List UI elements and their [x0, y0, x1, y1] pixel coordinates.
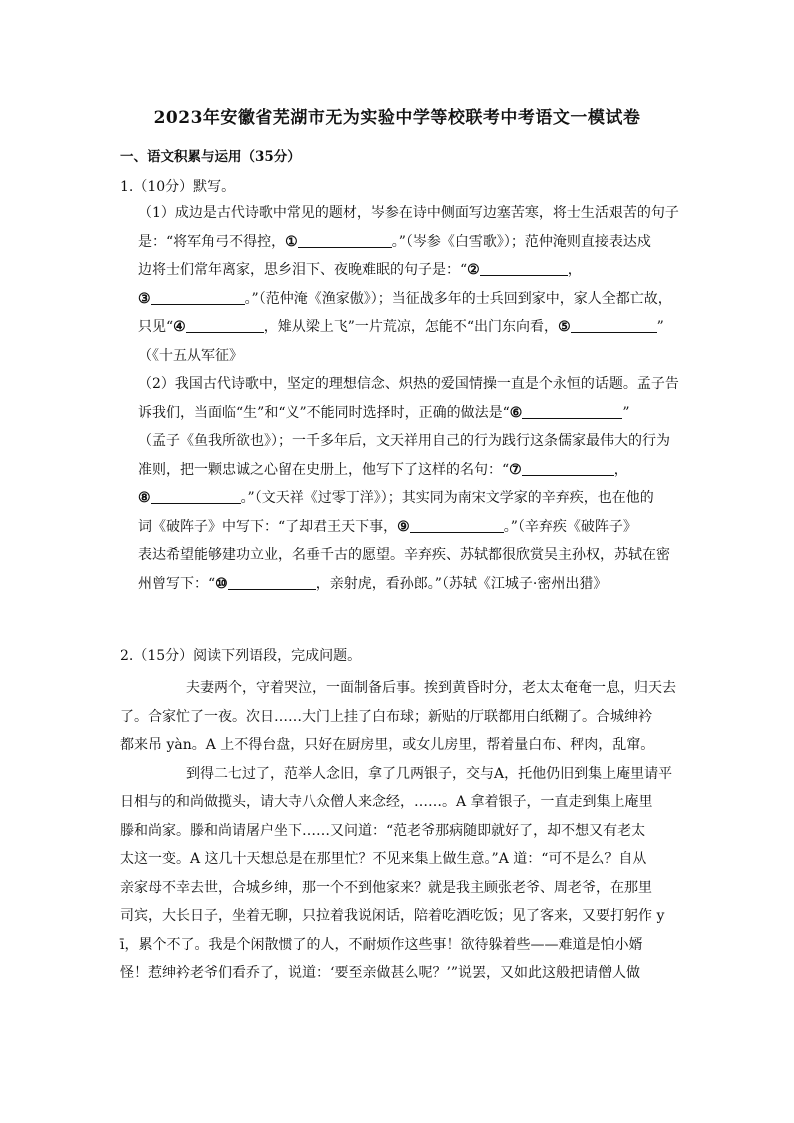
passage-line: ī，累个不了。我是个闲散惯了的人，不耐烦作这些事！欲待躲着些——难道是怕小婿 — [120, 936, 643, 953]
passage-line: 到得二七过了，范举人念旧，拿了几两银子，交与A，托他仍旧到集上庵里请平 — [186, 765, 673, 782]
text-run: ，亲射虎，看孙郎。”（苏轼《江城子·密州出猎》 — [315, 575, 608, 592]
text-run: 词《破阵子》中写下：“了却君王天下事， — [138, 518, 398, 535]
text-line — [138, 313, 678, 342]
text-line — [138, 484, 678, 513]
blank-mark-9: ⑨ — [397, 518, 410, 535]
passage-line: 太这一变。A 这几十天想总是在那里忙？不见来集上做生意。”A 道：“可不是么？自从 — [120, 851, 647, 867]
text-run: 准则，把一颗忠诚之心留在史册上，他写下了这样的名句：“ — [138, 461, 510, 478]
fill-blank-8[interactable] — [151, 487, 241, 504]
text-line — [138, 256, 678, 285]
fill-blank-2[interactable] — [480, 259, 568, 276]
section-heading: 一、语文积累与运用（35分） — [120, 149, 301, 165]
text-run: 只见“ — [138, 319, 174, 335]
blank-mark-2: ② — [467, 262, 480, 278]
fill-blank-3[interactable] — [151, 288, 245, 305]
text-run: 边将士们常年离家，思乡泪下、夜晚难眠的句子是：“ — [138, 262, 468, 278]
fill-blank-4[interactable] — [186, 316, 264, 333]
text-run: ，雉从梁上飞”一片荒凉，怎能不“出门东向看， — [263, 319, 559, 335]
passage-line: 司宾，大长日子，坐着无聊，只拉着我说闲话，陪着吃酒吃饭；见了客来，又要打躬作 y — [120, 908, 665, 924]
question-2-passage — [120, 674, 680, 988]
question-1-body — [138, 199, 678, 598]
text-line — [138, 285, 678, 314]
text-line — [138, 513, 678, 542]
passage-line: 日相与的和尚做揽头，请大寺八众僧人来念经，……。A 拿着银子，一直走到集上庵里 — [120, 794, 653, 810]
text-run: 。”（范仲淹《渔家傲》）；当征战多年的士兵回到家中，家人全都亡故， — [244, 290, 672, 307]
text-run: ， — [567, 262, 582, 278]
passage-line: 都来吊 yàn。A 上不得台盘，只好在厨房里，或女儿房里，帮着量白布、秤肉，乱窜。 — [120, 737, 655, 753]
blank-mark-10: ⑩ — [215, 575, 228, 592]
question-2-number: 2.（15分）阅读下列语段，完成问题。 — [120, 648, 362, 664]
blank-mark-5: ⑤ — [558, 319, 571, 335]
text-run: 。”（辛弃疾《破阵子》 — [503, 518, 637, 535]
text-line — [138, 399, 678, 428]
question-1-number: 1.（10分）默写。 — [120, 179, 236, 195]
fill-blank-7[interactable] — [522, 459, 614, 476]
fill-blank-6[interactable] — [522, 402, 622, 419]
fill-blank-10[interactable] — [228, 573, 316, 590]
blank-mark-6: ⑥ — [509, 404, 523, 421]
blank-mark-7: ⑦ — [509, 461, 522, 478]
blank-mark-3: ③ — [138, 290, 151, 307]
text-line — [138, 456, 678, 485]
blank-mark-1: ① — [285, 233, 298, 250]
text-line: （《十五从军征》 — [138, 347, 243, 364]
text-run: 是：“将军角弓不得控， — [138, 233, 286, 250]
passage-line: 怪！惹绅衿老爷们看乔了，说道：‘要至亲做甚么呢？’”说罢，又如此这般把请僧人做 — [120, 965, 641, 981]
text-line: （2）我国古代诗歌中，坚定的理想信念、炽热的爱国情操一直是个永恒的话题。孟子告 — [138, 376, 679, 392]
fill-blank-5[interactable] — [571, 316, 657, 333]
passage-line: 夫妻两个，守着哭泣，一面制备后事。挨到黄昏时分，老太太奄奄一息，归天去 — [186, 680, 676, 696]
fill-blank-9[interactable] — [410, 516, 504, 533]
text-run: 。”（文天祥《过零丁洋》）；其实同为南宋文学家的辛弃疾，也在他的 — [240, 490, 654, 506]
text-run: ， — [613, 461, 628, 478]
passage-line: 亲家母不幸去世，合城乡绅，那一个不到他家来？就是我主顾张老爷、周老爷，在那里 — [120, 879, 652, 896]
text-run: ” — [622, 404, 630, 421]
text-line: （孟子《鱼我所欲也》）；一千多年后，文天祥用自己的行为践行这条儒家最伟大的行为 — [138, 433, 670, 449]
passage-line: 了。合家忙了一夜。次日……大门上挂了白布球；新贴的厅联都用白纸糊了。合城绅衿 — [120, 708, 652, 725]
fill-blank-1[interactable] — [298, 231, 392, 248]
text-line — [138, 570, 678, 599]
blank-mark-8: ⑧ — [138, 490, 151, 506]
blank-mark-4: ④ — [173, 319, 186, 335]
text-run: 。”（岑参《白雪歌》）；范仲淹则直接表达戍 — [391, 233, 651, 250]
text-run: ” — [656, 319, 664, 335]
text-line: （1）成边是古代诗歌中常见的题材，岑参在诗中侧面写边塞苦寒，将士生活艰苦的句子 — [138, 205, 679, 221]
text-line: 表达希望能够建功立业，名垂千古的愿望。辛弃疾、苏轼都很欣赏吴主孙权，苏轼在密 — [138, 547, 670, 563]
text-line — [138, 228, 678, 257]
text-run: 州曾写下：“ — [138, 575, 216, 592]
exam-title: 2023年安徽省芜湖市无为实验中学等校联考中考语文一模试卷 — [153, 108, 641, 128]
passage-line: 滕和尚家。滕和尚请屠户坐下……又问道：“范老爷那病随即就好了，却不想又有老太 — [120, 822, 646, 839]
text-run: 诉我们，当面临“生”和“义”不能同时选择时，正确的做法是“ — [138, 404, 510, 421]
